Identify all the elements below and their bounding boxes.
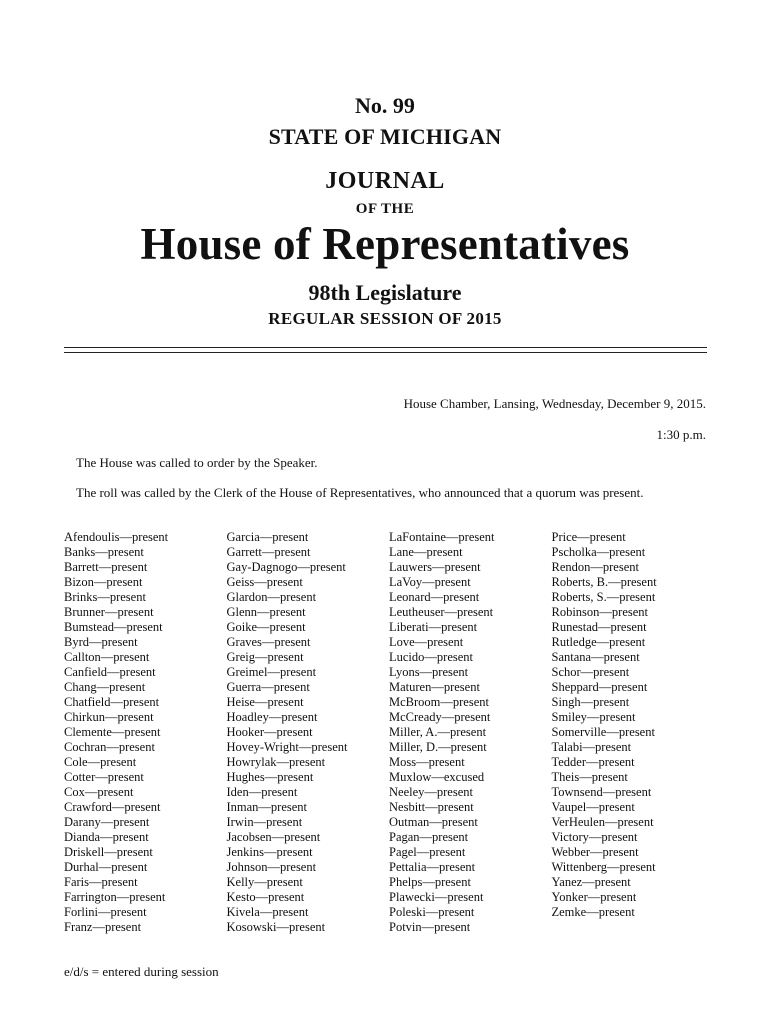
roll-entry: Bizon—present: [64, 575, 143, 589]
roll-entry: Outman—present: [389, 815, 478, 829]
footnote: e/d/s = entered during session: [64, 964, 219, 979]
roll-entry: Banks—present: [64, 545, 144, 559]
roll-entry: Webber—present: [551, 845, 639, 859]
roll-entry: Price—present: [551, 530, 626, 544]
roll-entry: Byrd—present: [64, 635, 138, 649]
roll-entry: Johnson—present: [226, 860, 317, 874]
roll-entry: Roberts, B.—present: [551, 575, 657, 589]
roll-entry: Yanez—present: [551, 875, 631, 889]
roll-entry: Howrylak—present: [226, 755, 326, 769]
roll-entry: Chirkun—present: [64, 710, 154, 724]
roll-entry: McBroom—present: [389, 695, 489, 709]
roll-entry: Hovey-Wright—present: [226, 740, 348, 754]
roll-entry: Phelps—present: [389, 875, 471, 889]
roll-entry: Somerville—present: [551, 725, 655, 739]
roll-entry: Barrett—present: [64, 560, 148, 574]
journal-number: No. 99: [355, 93, 415, 118]
roll-column-4: [552, 530, 715, 935]
roll-entry: Clemente—present: [64, 725, 161, 739]
roll-entry: Santana—present: [551, 650, 640, 664]
roll-entry: Rendon—present: [551, 560, 639, 574]
roll-entry: Kelly—present: [226, 875, 303, 889]
roll-entry: Greimel—present: [226, 665, 317, 679]
roll-entry: Graves—present: [226, 635, 311, 649]
roll-entry: Guerra—present: [226, 680, 310, 694]
roll-entry: Pettalia—present: [389, 860, 476, 874]
roll-entry: Yonker—present: [551, 890, 637, 904]
roll-column-3: [389, 530, 552, 935]
roll-entry: Jenkins—present: [226, 845, 313, 859]
roll-entry: Cox—present: [64, 785, 134, 799]
roll-entry: Zemke—present: [551, 905, 635, 919]
roll-entry: Pagan—present: [389, 830, 469, 844]
roll-entry: Hooker—present: [226, 725, 313, 739]
double-rule-divider: [64, 347, 707, 353]
roll-entry: Canfield—present: [64, 665, 156, 679]
roll-entry: Singh—present: [551, 695, 630, 709]
roll-entry: Glenn—present: [226, 605, 306, 619]
roll-entry: Pscholka—present: [551, 545, 646, 559]
roll-column-2: [227, 530, 390, 935]
roll-entry: Talabi—present: [551, 740, 632, 754]
roll-entry: Afendoulis—present: [64, 530, 169, 544]
of-the-heading: OF THE: [355, 201, 415, 217]
roll-entry: Brunner—present: [64, 605, 154, 619]
roll-entry: Rutledge—present: [551, 635, 646, 649]
roll-entry: Victory—present: [551, 830, 638, 844]
roll-entry: Leutheuser—present: [389, 605, 494, 619]
meeting-time: 1:30 p.m.: [656, 427, 706, 442]
roll-entry: Liberati—present: [389, 620, 478, 634]
roll-entry: McCready—present: [389, 710, 491, 724]
roll-entry: Hoadley—present: [226, 710, 318, 724]
roll-entry: Lyons—present: [389, 665, 469, 679]
roll-entry: Cochran—present: [64, 740, 155, 754]
roll-entry: Schor—present: [551, 665, 630, 679]
roll-entry: Callton—present: [64, 650, 150, 664]
roll-entry: LaVoy—present: [389, 575, 471, 589]
roll-entry: Forlini—present: [64, 905, 147, 919]
roll-entry: Lane—present: [389, 545, 463, 559]
roll-entry: Cotter—present: [64, 770, 144, 784]
chamber-title: House of Representatives: [140, 219, 630, 269]
roll-entry: Miller, A.—present: [389, 725, 487, 739]
roll-entry: Moss—present: [389, 755, 465, 769]
roll-entry: Smiley—present: [551, 710, 636, 724]
roll-entry: Darany—present: [64, 815, 150, 829]
roll-entry: Lauwers—present: [389, 560, 481, 574]
roll-entry: Miller, D.—present: [389, 740, 487, 754]
roll-call-paragraph: The roll was called by the Clerk of the House of Representatives, who announced that a quorum was present.: [76, 485, 644, 500]
roll-entry: VerHeulen—present: [551, 815, 654, 829]
roll-entry: Vaupel—present: [551, 800, 635, 814]
roll-entry: Glardon—present: [226, 590, 317, 604]
roll-entry: Wittenberg—present: [551, 860, 656, 874]
roll-entry: Chatfield—present: [64, 695, 160, 709]
call-to-order-paragraph: The House was called to order by the Speaker.: [76, 455, 318, 470]
roll-entry: Geiss—present: [226, 575, 303, 589]
roll-entry: Bumstead—present: [64, 620, 163, 634]
roll-entry: Poleski—present: [389, 905, 475, 919]
roll-entry: Driskell—present: [64, 845, 153, 859]
roll-entry: Chang—present: [64, 680, 146, 694]
state-heading: STATE OF MICHIGAN: [268, 124, 502, 149]
roll-entry: Potvin—present: [389, 920, 471, 934]
roll-entry: Kosowski—present: [226, 920, 326, 934]
roll-entry: Kesto—present: [226, 890, 305, 904]
roll-entry: Leonard—present: [389, 590, 480, 604]
roll-entry: Lucido—present: [389, 650, 474, 664]
roll-entry: Muxlow—excused: [389, 770, 485, 784]
roll-entry: Garcia—present: [226, 530, 309, 544]
roll-entry: Plawecki—present: [389, 890, 484, 904]
roll-entry: Cole—present: [64, 755, 137, 769]
roll-entry: Dianda—present: [64, 830, 149, 844]
roll-entry: Sheppard—present: [551, 680, 648, 694]
roll-entry: Tedder—present: [551, 755, 635, 769]
roll-entry: Brinks—present: [64, 590, 146, 604]
roll-entry: Townsend—present: [551, 785, 652, 799]
roll-entry: Neeley—present: [389, 785, 473, 799]
roll-entry: Inman—present: [226, 800, 308, 814]
roll-entry: Farrington—present: [64, 890, 166, 904]
roll-entry: Garrett—present: [226, 545, 311, 559]
roll-entry: Iden—present: [226, 785, 298, 799]
roll-entry: Runestad—present: [551, 620, 647, 634]
roll-entry: Love—present: [389, 635, 464, 649]
roll-entry: Theis—present: [551, 770, 628, 784]
roll-entry: Faris—present: [64, 875, 138, 889]
roll-entry: Robinson—present: [551, 605, 649, 619]
roll-column-1: [64, 530, 227, 935]
roll-entry: LaFontaine—present: [389, 530, 495, 544]
roll-entry: Nesbitt—present: [389, 800, 474, 814]
roll-entry: Greig—present: [226, 650, 304, 664]
roll-entry: Roberts, S.—present: [551, 590, 656, 604]
roll-entry: Crawford—present: [64, 800, 161, 814]
roll-entry: Durhal—present: [64, 860, 148, 874]
roll-entry: Goike—present: [226, 620, 306, 634]
roll-entry: Pagel—present: [389, 845, 466, 859]
roll-entry: Gay-Dagnogo—present: [226, 560, 346, 574]
roll-entry: Maturen—present: [389, 680, 480, 694]
session-heading: REGULAR SESSION OF 2015: [268, 309, 502, 328]
roll-entry: Irwin—present: [226, 815, 303, 829]
roll-entry: Franz—present: [64, 920, 142, 934]
meeting-location-date: House Chamber, Lansing, Wednesday, December 9, 2015.: [403, 396, 706, 411]
roll-entry: Jacobsen—present: [226, 830, 321, 844]
roll-call-list: [64, 530, 714, 935]
roll-entry: Heise—present: [226, 695, 304, 709]
roll-entry: Hughes—present: [226, 770, 314, 784]
journal-heading: JOURNAL: [325, 168, 445, 194]
legislature-heading: 98th Legislature: [308, 280, 462, 305]
roll-entry: Kivela—present: [226, 905, 309, 919]
